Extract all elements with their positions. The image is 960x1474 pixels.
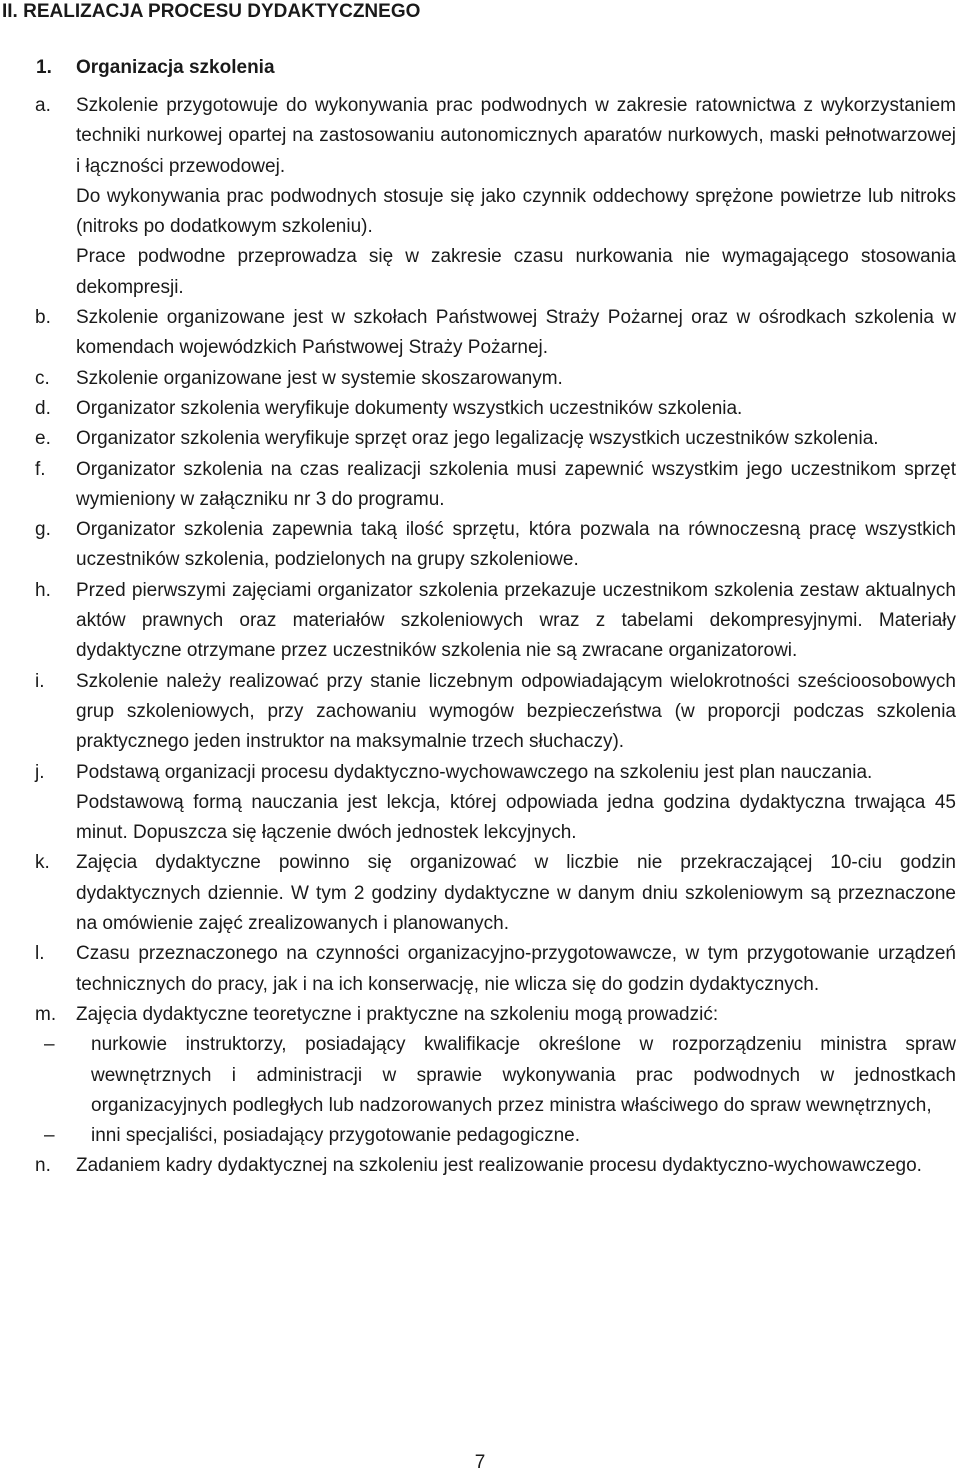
sub-list-item [0, 1030, 960, 1121]
list-marker: c. [35, 367, 50, 389]
sub-list-text: nurkowie instruktorzy, posiadający kwalifikacje określone w rozporządzeniu ministra spraw wewnętrznych i administracji w sprawie wykonywania prac podwodnych w jednostkach organizacyjnych podległych lub nadzorowanych przez ministra właściwego do spraw wewnętrznych, [91, 1034, 956, 1116]
list-marker: h. [35, 579, 51, 601]
list-item-k [0, 848, 960, 939]
list-marker: g. [35, 519, 51, 541]
paragraph: Czasu przeznaczonego na czynności organizacyjno-przygotowawcze, w tym przygotowanie urządzeń technicznych do pracy, jak i na ich konserwację, nie wlicza się do godzin dydaktycznych. [76, 943, 956, 995]
list-marker: n. [35, 1155, 51, 1177]
paragraph: Przed pierwszymi zajęciami organizator szkolenia przekazuje uczestnikom szkolenia zestaw aktualnych aktów prawnych oraz materiałów szkoleniowych wraz z tabelami dekompresyjnymi. Materiały dydaktyczne otrzymane przez uczestników szkolenia nie są zwracane organizatorowi. [76, 579, 956, 662]
paragraph: Organizator szkolenia weryfikuje dokumenty wszystkich uczestników szkolenia. [76, 397, 743, 419]
list-item-i [0, 667, 960, 758]
list-marker: j. [35, 761, 45, 783]
page-number: 7 [474, 1452, 486, 1473]
list-marker: f. [35, 458, 46, 480]
paragraph: Do wykonywania prac podwodnych stosuje się jako czynnik oddechowy sprężone powietrze lub nitroks (nitroks po dodatkowym szkoleniu). [76, 185, 956, 238]
list-marker: b. [35, 307, 51, 329]
list-item-l [0, 939, 960, 1000]
list-item-g [0, 515, 960, 576]
section-title: II. REALIZACJA PROCESU DYDAKTYCZNEGO [2, 1, 421, 22]
paragraph: Prace podwodne przeprowadza się w zakresie czasu nurkowania nie wymagającego stosowania dekompresji. [76, 246, 956, 298]
paragraph: Organizator szkolenia na czas realizacji szkolenia musi zapewnić wszystkim jego uczestnikom sprzęt wymieniony w załączniku nr 3 do programu. [76, 458, 956, 510]
list-marker: a. [35, 95, 51, 116]
list-item-h [0, 576, 960, 667]
paragraph: Szkolenie przygotowuje do wykonywania prac podwodnych w zakresie ratownictwa z wykorzystaniem techniki nurkowej opartej na zastosowaniu autonomicznych aparatów nurkowych, maski pełnotwarzowej i łączności przewodowej. [76, 95, 956, 177]
dash-marker: – [44, 1125, 55, 1147]
paragraph: Organizator szkolenia weryfikuje sprzęt oraz jego legalizację wszystkich uczestników szkolenia. [76, 428, 879, 450]
list-marker: e. [35, 428, 51, 450]
paragraph: Szkolenie należy realizować przy stanie liczebnym odpowiadającym wielokrotności sześcioosobowych grup szkoleniowych, przy zachowaniu wymogów bezpieczeństwa (w proporcji podczas szkolenia praktycznego jeden instruktor na maksymalnie trzech słuchaczy). [76, 670, 956, 753]
list-item-n [0, 1151, 960, 1181]
list-item-e [0, 424, 960, 454]
list-marker: m. [35, 1003, 57, 1025]
list-item-f [0, 455, 960, 516]
paragraph: Organizator szkolenia zapewnia taką ilość sprzętu, która pozwala na równoczesną pracę wszystkich uczestników szkolenia, podzielonych na grupy szkoleniowe. [76, 519, 956, 571]
list-item-a [0, 91, 960, 303]
paragraph: Zadaniem kadry dydaktycznej na szkoleniu jest realizowanie procesu dydaktyczno-wychowawczego. [76, 1155, 922, 1177]
paragraph: Podstawową formą nauczania jest lekcja, której odpowiada jedna godzina dydaktyczna trwająca 45 minut. Dopuszcza się łączenie dwóch jednostek lekcyjnych. [76, 791, 956, 844]
subsection-number: 1. [36, 57, 52, 78]
paragraph: Szkolenie organizowane jest w systemie skoszarowanym. [76, 367, 563, 389]
list-item-c [0, 364, 960, 394]
list-item-m [0, 1000, 960, 1030]
dash-marker: – [44, 1034, 55, 1056]
list-item-d [0, 394, 960, 424]
list-marker: k. [35, 852, 50, 874]
list-marker: d. [35, 397, 51, 419]
sub-list-item [0, 1121, 960, 1151]
subsection-title: Organizacja szkolenia [76, 57, 275, 78]
sub-list-text: inni specjaliści, posiadający przygotowanie pedagogiczne. [91, 1125, 581, 1147]
list-marker: l. [35, 943, 45, 965]
list-marker: i. [35, 670, 45, 692]
requirements-list [0, 91, 960, 1182]
paragraph: Zajęcia dydaktyczne teoretyczne i praktyczne na szkoleniu mogą prowadzić: [76, 1003, 719, 1025]
list-item-j [0, 758, 960, 849]
paragraph: Szkolenie organizowane jest w szkołach Państwowej Straży Pożarnej oraz w ośrodkach szkolenia w komendach wojewódzkich Państwowej Straży Pożarnej. [76, 307, 956, 359]
subsection-heading [36, 56, 275, 80]
list-item-b [0, 303, 960, 364]
paragraph: Zajęcia dydaktyczne powinno się organizować w liczbie nie przekraczającej 10-ciu godzin dydaktycznych dziennie. W tym 2 godziny dydaktyczne w danym dniu szkoleniowym są przeznaczone na omówienie zajęć zrealizowanych i planowanych. [76, 852, 956, 935]
paragraph: Podstawą organizacji procesu dydaktyczno-wychowawczego na szkoleniu jest plan nauczania. [76, 761, 873, 783]
